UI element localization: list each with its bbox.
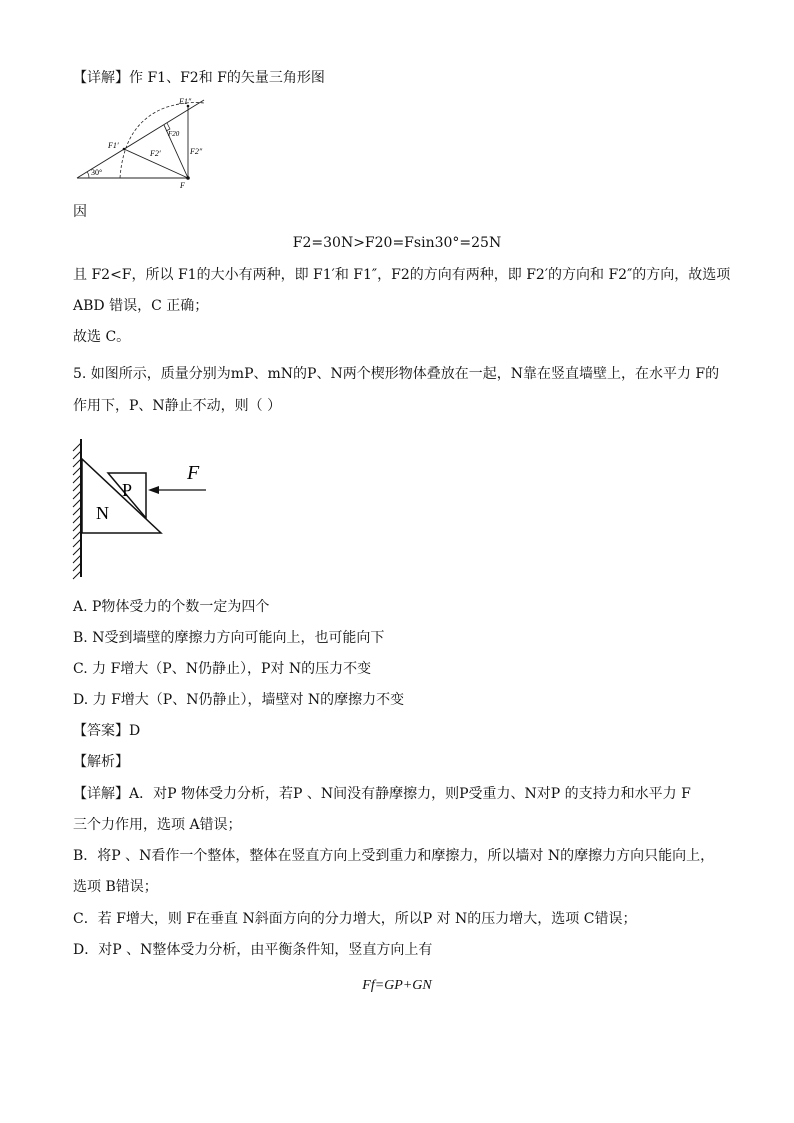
equation-1 [0, 233, 794, 253]
point-f [186, 176, 190, 180]
detail-intro-text: 【详解】作 F1、F2和 F的矢量三角形图 [73, 70, 325, 86]
option-c-text: C. 力 F增大（P、N仍静止），P对 N的压力不变 [73, 661, 372, 677]
detail-b-text-1: B．将P 、N看作一个整体，整体在竖直方向上受到重力和摩擦力，所以墙对 N的摩擦力方向只能向上， [73, 848, 715, 864]
wall-hatching [73, 443, 81, 579]
detail-b-line-1 [73, 846, 714, 866]
abd-text: ABD 错误，C 正确； [73, 298, 209, 314]
guxuan-text: 故选 C。 [73, 329, 131, 345]
analysis-text: 【解析】 [73, 754, 129, 770]
force-arrow-head [148, 486, 159, 494]
detail-c-line [73, 909, 636, 929]
option-a-text: A. P物体受力的个数一定为四个 [73, 599, 270, 615]
label-angle: 30° [91, 168, 103, 177]
label-f20: F20 [168, 130, 180, 138]
detail-c-text: C．若 F增大，则 F在垂直 N斜面方向的分力增大，所以P 对 N的压力增大，选项 C错误； [73, 911, 637, 927]
detail-d-line [73, 940, 432, 960]
detail-b-text-2: 选项 B错误； [73, 879, 158, 895]
label-f2pp: F2″ [190, 147, 203, 156]
answer-text: 【答案】D [73, 723, 141, 739]
question-5-text-2: 作用下，P、N静止不动，则（ ） [73, 398, 282, 414]
detail-b-line-2 [73, 877, 158, 897]
label-f1p: F1′ [108, 141, 119, 150]
question-5-text-1: 5. 如图所示，质量分别为mP、mN的P、N两个楔形物体叠放在一起，N靠在竖直墙壁上，在水平力 F的 [73, 366, 720, 382]
detail-a-text-2: 三个力作用，选项 A错误； [73, 817, 242, 833]
qie-line [73, 265, 730, 285]
question-5-line-1 [73, 364, 719, 384]
abd-line [73, 296, 208, 316]
point-f1-prime [123, 148, 126, 151]
analysis-line [73, 752, 129, 772]
answer-line [73, 721, 140, 741]
detail-a-line-1 [73, 784, 691, 804]
label-f2p: F2′ [150, 149, 161, 158]
equation-2 [0, 975, 794, 996]
label-f: F [180, 181, 185, 190]
detail-intro [73, 68, 325, 88]
guxuan-line [73, 327, 130, 347]
detail-a-line-2 [73, 815, 242, 835]
yin-line [73, 202, 87, 222]
vector-triangle-figure [72, 92, 212, 192]
label-f1pp: F1″ [179, 97, 192, 106]
angle-arc [87, 172, 89, 178]
option-c [73, 659, 371, 679]
slant-line [77, 100, 204, 178]
detail-a-text-1: 【详解】A．对P 物体受力分析，若P 、N间没有静摩擦力，则P受重力、N对P 的支持力和水平力 F [73, 786, 691, 802]
equation-1-text: F2=30N>F20=Fsin30°=25N [292, 235, 502, 251]
wedge-figure [68, 435, 218, 581]
label-p: P [122, 480, 133, 500]
option-d [73, 690, 404, 710]
equation-2-text: Ff=GP+GN [362, 978, 432, 993]
label-force-f: F [187, 462, 200, 484]
yin-text: 因 [73, 204, 87, 220]
option-b-text: B. N受到墙壁的摩擦力方向可能向上，也可能向下 [73, 630, 385, 646]
question-5-line-2 [73, 396, 281, 416]
option-b [73, 628, 384, 648]
option-d-text: D. 力 F增大（P、N仍静止），墙壁对 N的摩擦力不变 [73, 692, 405, 708]
detail-d-text: D．对P 、N整体受力分析，由平衡条件知，竖直方向上有 [73, 942, 433, 958]
label-n: N [96, 503, 109, 523]
qie-text: 且 F2<F，所以 F1的大小有两种，即 F1′和 F1″，F2的方向有两种，即 F2′的方向和 F2″的方向，故选项 [73, 267, 731, 283]
option-a [73, 597, 269, 617]
